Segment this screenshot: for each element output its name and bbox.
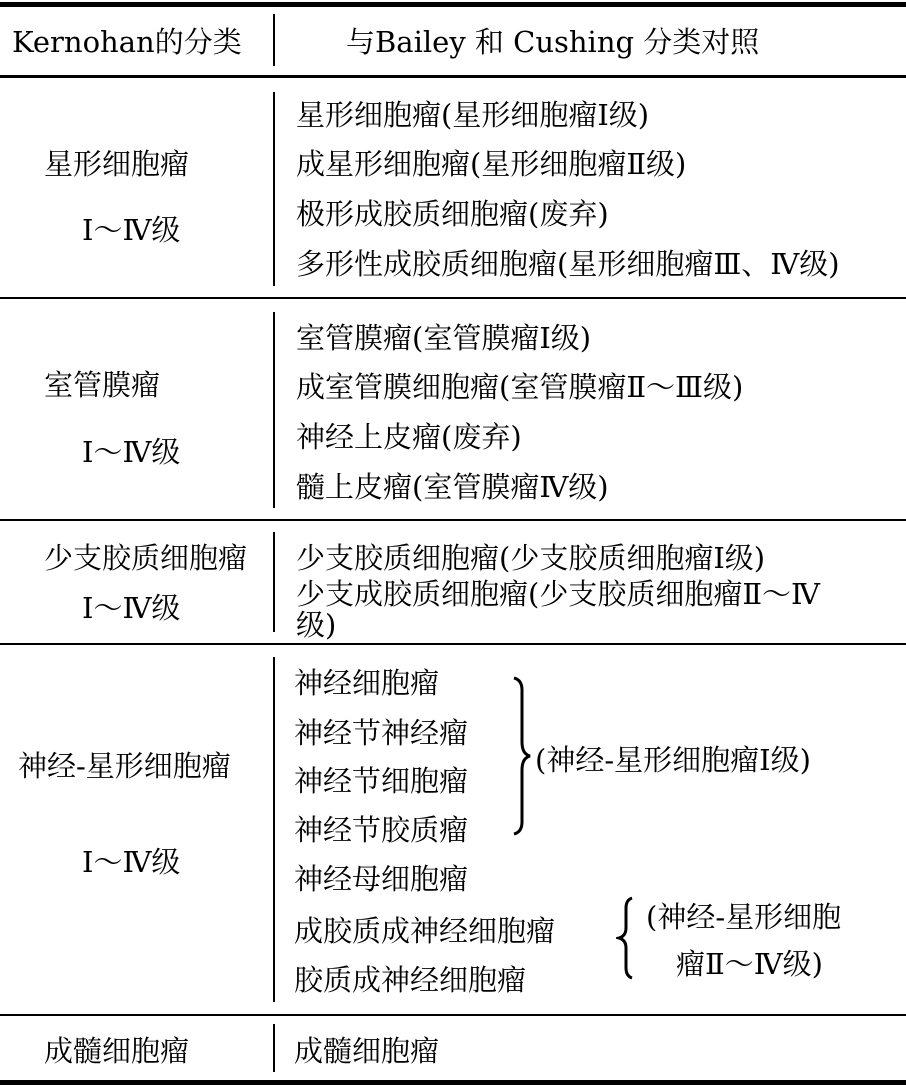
list-item: 神经节细胞瘤: [294, 764, 469, 798]
list-item: 成胶质成神经细胞瘤: [294, 914, 556, 948]
list-item: 星形细胞瘤(星形细胞瘤Ⅰ级): [296, 98, 650, 132]
list-item: 成髓细胞瘤: [294, 1034, 440, 1068]
list-item: 室管膜瘤(室管膜瘤Ⅰ级): [296, 321, 592, 355]
list-item: 多形性成胶质细胞瘤(星形细胞瘤Ⅲ、Ⅳ级): [296, 247, 840, 281]
list-item: 髓上皮瘤(室管膜瘤Ⅳ级): [296, 470, 609, 504]
list-item: 级): [296, 608, 337, 642]
list-item: 神经节胶质瘤: [294, 813, 469, 847]
header-rule: [0, 75, 906, 78]
top-rule: [0, 2, 906, 7]
bottom-rule: [0, 1080, 906, 1085]
group-left-name: 少支胶质细胞瘤: [44, 541, 248, 575]
header-col2: 与Bailey 和 Cushing 分类对照: [346, 25, 760, 59]
group-left-grade: Ⅰ～Ⅳ级: [82, 591, 181, 625]
brace-note: 瘤Ⅱ～Ⅳ级): [676, 947, 823, 981]
brace-note: (神经-星形细胞: [646, 900, 842, 934]
header-col1: Kernohan的分类: [12, 25, 242, 59]
group-left-grade: Ⅰ～Ⅳ级: [82, 213, 181, 247]
group-left-name: 室管膜瘤: [44, 368, 161, 402]
column-divider: [273, 657, 275, 1002]
brace-icon: [506, 676, 532, 836]
group-left-name: 神经-星形细胞瘤: [18, 749, 231, 783]
list-item: 神经节神经瘤: [294, 716, 469, 750]
list-item: 神经母细胞瘤: [294, 862, 469, 896]
list-item: 神经细胞瘤: [294, 666, 440, 700]
list-item: 少支成胶质细胞瘤(少支胶质细胞瘤Ⅱ～Ⅳ: [296, 577, 820, 611]
row-divider: [0, 1014, 906, 1016]
brace-icon: [616, 896, 640, 980]
list-item: 神经上皮瘤(废弃): [296, 420, 522, 454]
list-item: 胶质成神经细胞瘤: [294, 963, 527, 997]
row-divider: [0, 643, 906, 645]
column-divider: [273, 92, 275, 286]
column-divider: [273, 14, 275, 66]
group-left-name: 星形细胞瘤: [44, 147, 190, 181]
list-item: 成室管膜细胞瘤(室管膜瘤Ⅱ～Ⅲ级): [296, 370, 744, 404]
column-divider: [273, 532, 275, 632]
column-divider: [273, 312, 275, 508]
group-left-grade: Ⅰ～Ⅳ级: [82, 845, 181, 879]
brace-note: (神经-星形细胞瘤Ⅰ级): [535, 743, 811, 777]
list-item: 成星形细胞瘤(星形细胞瘤Ⅱ级): [296, 147, 687, 181]
list-item: 极形成胶质细胞瘤(废弃): [296, 197, 609, 231]
group-left-grade: Ⅰ～Ⅳ级: [82, 435, 181, 469]
row-divider: [0, 519, 906, 521]
group-left-name: 成髓细胞瘤: [44, 1034, 190, 1068]
list-item: 少支胶质细胞瘤(少支胶质细胞瘤Ⅰ级): [296, 541, 766, 575]
row-divider: [0, 297, 906, 299]
column-divider: [273, 1024, 275, 1072]
